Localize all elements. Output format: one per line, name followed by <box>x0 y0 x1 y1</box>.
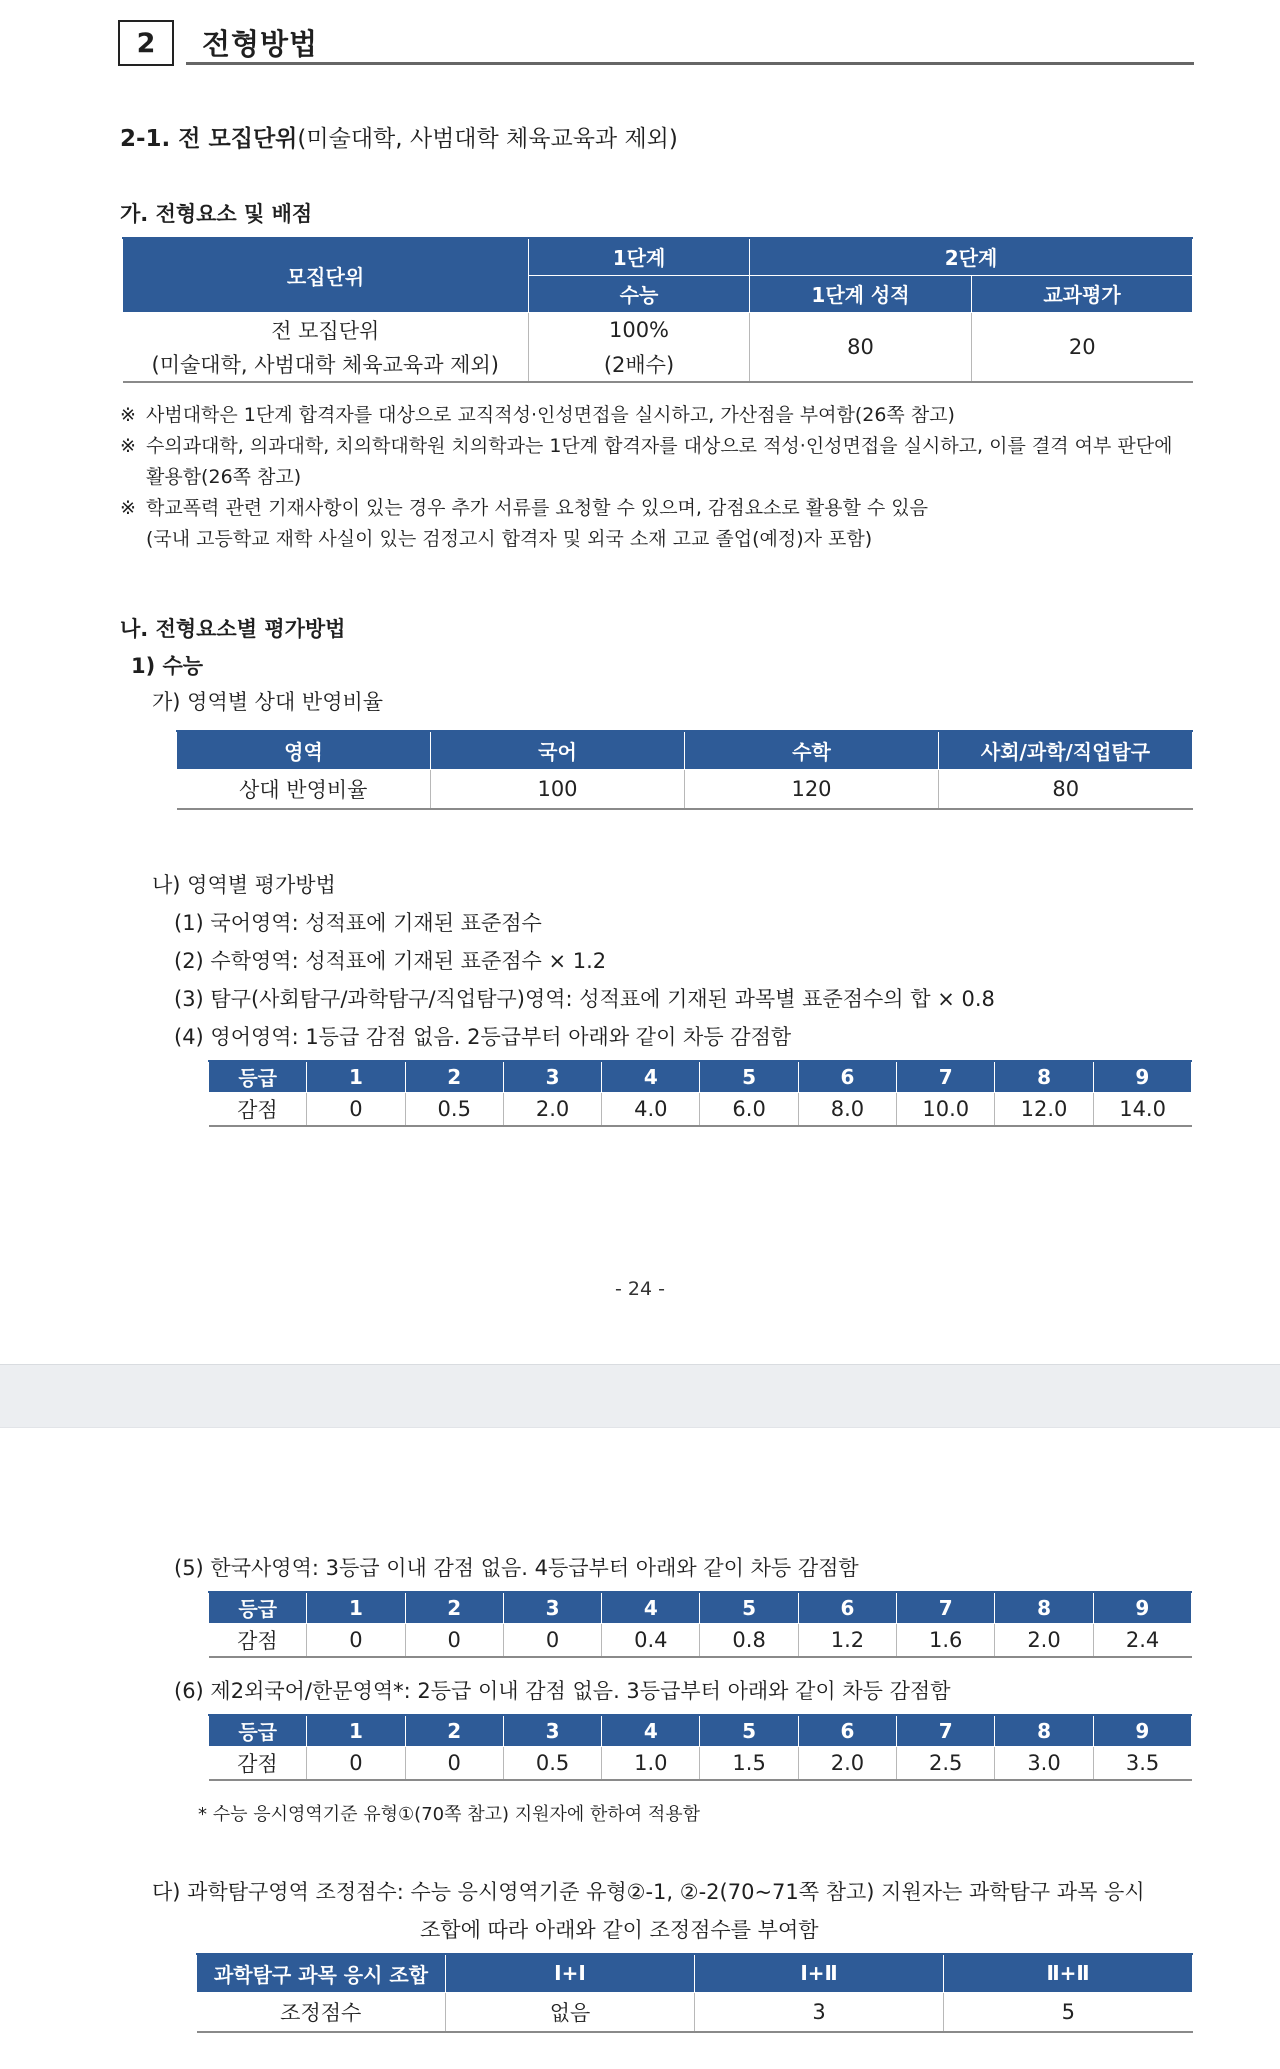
subsection-da-heading: 다) 과학탐구영역 조정점수: 수능 응시영역기준 유형②-1, ②-2(70~71쪽 참고) 지원자는 과학탐구 과목 응시 <box>152 1880 1145 1904</box>
header-inquiry: 사회/과학/직업탐구 <box>939 731 1193 769</box>
science-adjust-table <box>196 1953 1193 2033</box>
chapter-underline <box>186 62 1194 65</box>
method-item-history: (5) 한국사영역: 3등급 이내 감점 없음. 4등급부터 아래와 같이 차등 감점함 <box>174 1556 859 1580</box>
notes-block <box>120 400 1200 555</box>
header-combo-1-1: Ⅰ+Ⅰ <box>446 1954 695 1992</box>
subsection-na-heading: 나. 전형요소별 평가방법 <box>120 617 346 641</box>
subsection-ga-heading: 가. 전형요소 및 배점 <box>120 202 313 226</box>
ratio-table <box>176 730 1193 810</box>
subsection-na2-heading: 나) 영역별 평가방법 <box>152 873 336 897</box>
header-grade: 등급 <box>209 1715 307 1746</box>
header-stage2: 2단계 <box>750 238 1193 275</box>
cell-ratio-label: 상대 반영비율 <box>177 769 431 809</box>
subsection-da-continuation: 조합에 따라 아래와 같이 조정점수를 부여함 <box>420 1918 819 1942</box>
cell-adjust-1-1: 없음 <box>446 1992 695 2032</box>
header-combo-2-2: Ⅱ+Ⅱ <box>944 1954 1193 1992</box>
method-item: (2) 수학영역: 성적표에 기재된 표준점수 × 1.2 <box>174 949 607 973</box>
header-stage1-score: 1단계 성적 <box>750 275 972 312</box>
section-heading-rest: (미술대학, 사범대학 체육교육과 제외) <box>297 126 678 152</box>
cell-unit-line1: 전 모집단위 <box>123 312 529 347</box>
cell-ratio-math: 120 <box>685 769 939 809</box>
note-item: ※ 학교폭력 관련 기재사항이 있는 경우 추가 서류를 요청할 수 있으며, 감점요소로 활용할 수 있음 <box>120 493 1200 524</box>
cell-subject-eval: 20 <box>972 312 1193 382</box>
header-science-combo: 과학탐구 과목 응시 조합 <box>197 1954 446 1992</box>
header-grade: 등급 <box>209 1592 307 1623</box>
note-mark: ※ <box>120 435 136 457</box>
cell-suneung-line2: (2배수) <box>529 347 750 382</box>
section-heading-bold: 2-1. 전 모집단위 <box>120 126 298 152</box>
header-math: 수학 <box>685 731 939 769</box>
method-item: (4) 영어영역: 1등급 감점 없음. 2등급부터 아래와 같이 차등 감점함 <box>174 1025 792 1049</box>
header-area: 영역 <box>177 731 431 769</box>
header-korean: 국어 <box>431 731 685 769</box>
note-item: ※ 사범대학은 1단계 합격자를 대상으로 교직적성·인성면접을 실시하고, 가산점을 부여함(26쪽 참고) <box>120 400 1200 431</box>
cell-deduct-label: 감점 <box>209 1092 307 1126</box>
header-recruit-unit: 모집단위 <box>123 238 529 312</box>
method-item: (3) 탐구(사회탐구/과학탐구/직업탐구)영역: 성적표에 기재된 과목별 표준점수의 합 × 0.8 <box>174 987 995 1011</box>
subsection-1-heading: 1) 수능 <box>131 654 204 678</box>
cell-ratio-inquiry: 80 <box>939 769 1193 809</box>
method-item: (1) 국어영역: 성적표에 기재된 표준점수 <box>174 911 542 935</box>
cell-deduct-label: 감점 <box>209 1746 307 1780</box>
note-mark: ※ <box>120 404 136 426</box>
cell-stage1-score: 80 <box>750 312 972 382</box>
scoring-table <box>122 237 1193 383</box>
note-continuation: 활용함(26쪽 참고) <box>146 466 302 488</box>
section-heading <box>120 120 678 153</box>
header-stage1: 1단계 <box>529 238 750 275</box>
cell-ratio-korean: 100 <box>431 769 685 809</box>
cell-unit-line2: (미술대학, 사범대학 체육교육과 제외) <box>123 347 529 382</box>
chapter-number-box: 2 <box>118 20 174 66</box>
subsection-ga2-heading: 가) 영역별 상대 반영비율 <box>152 690 384 714</box>
note-item: ※ 수의과대학, 의과대학, 치의학대학원 치의학과는 1단계 합격자를 대상으로 적성·인성면접을 실시하고, 이를 결격 여부 판단에 <box>120 431 1200 462</box>
page-gap <box>0 1364 1280 1428</box>
foreign-footnote: * 수능 응시영역기준 유형①(70쪽 참고) 지원자에 한하여 적용함 <box>198 1804 701 1825</box>
cell-suneung-line1: 100% <box>529 312 750 347</box>
cell-adjust-1-2: 3 <box>695 1992 944 2032</box>
header-subject-eval: 교과평가 <box>972 275 1193 312</box>
cell-deduct-label: 감점 <box>209 1623 307 1657</box>
foreign-deduction-table: 등급 1 2 3 4 5 6 7 8 9 감점 0 0 0.5 1.0 1.5 2.0 2.5 3.0 3.5 <box>208 1714 1192 1781</box>
chapter-title: 전형방법 <box>202 27 319 61</box>
english-deduction-table: 등급 1 2 3 4 5 6 7 8 9 감점 0 0.5 2.0 4.0 6.0 8.0 10.0 12.0 14.0 <box>208 1060 1192 1127</box>
cell-adjust-label: 조정점수 <box>197 1992 446 2032</box>
header-combo-1-2: Ⅰ+Ⅱ <box>695 1954 944 1992</box>
note-mark: ※ <box>120 497 136 519</box>
header-suneung: 수능 <box>529 275 750 312</box>
note-continuation: (국내 고등학교 재학 사실이 있는 검정고시 합격자 및 외국 소재 고교 졸업(예정)자 포함) <box>146 528 873 550</box>
header-grade: 등급 <box>209 1061 307 1092</box>
history-deduction-table: 등급 1 2 3 4 5 6 7 8 9 감점 0 0 0 0.4 0.8 1.2 1.6 2.0 2.4 <box>208 1591 1192 1658</box>
method-item-foreign: (6) 제2외국어/한문영역*: 2등급 이내 감점 없음. 3등급부터 아래와 같이 차등 감점함 <box>174 1679 951 1703</box>
page-number: - 24 - <box>615 1278 665 1300</box>
cell-adjust-2-2: 5 <box>944 1992 1193 2032</box>
